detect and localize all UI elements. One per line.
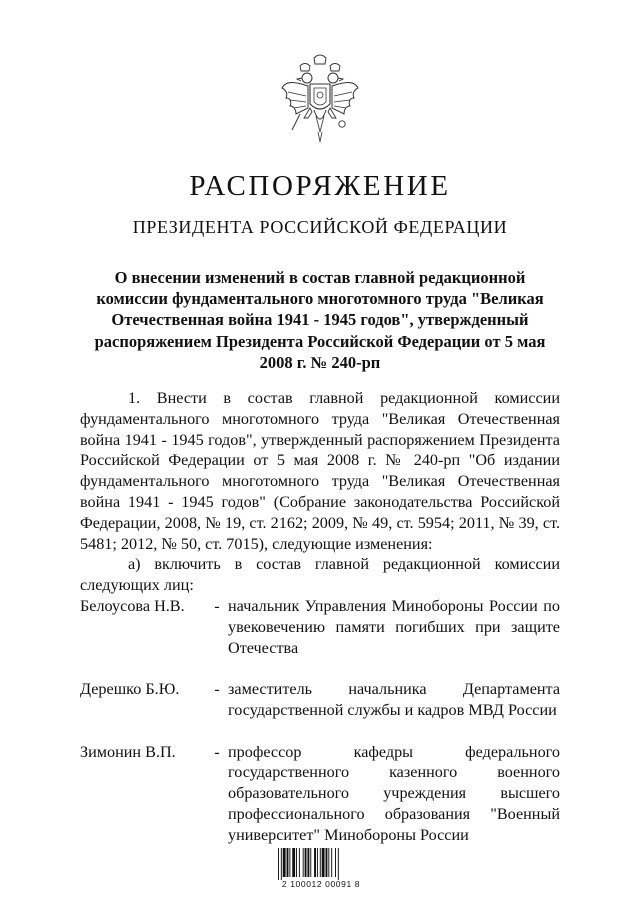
person-position: профессор кафедры федерального государственного казенного военного образовательного учреждения высшего профессионального образования "Военный университет" Минобороны России — [228, 742, 560, 844]
barcode-bar — [307, 848, 309, 877]
document-subtitle: ПРЕЗИДЕНТА РОССИЙСКОЙ ФЕДЕРАЦИИ — [132, 217, 508, 237]
barcode-bar — [320, 848, 321, 877]
barcode-icon — [276, 848, 366, 882]
person-position: начальник Управления Минобороны России по увековечению памяти погибших при защите Отечества — [228, 596, 560, 657]
person-dash: - — [214, 596, 220, 615]
paragraph-a-continued: следующих лиц: — [80, 576, 194, 595]
barcode-bar — [303, 848, 304, 877]
barcode-bar — [326, 848, 328, 877]
barcode-bar — [322, 848, 325, 877]
barcode-bar — [331, 848, 332, 877]
barcode-bar — [287, 848, 289, 877]
barcode-bar — [281, 848, 282, 880]
document-title: РАСПОРЯЖЕНИЕ — [189, 170, 451, 202]
person-name: Зимонин В.П. — [80, 742, 176, 761]
barcode-bar — [310, 848, 311, 877]
person-position: заместитель начальника Департамента государственной службы и кадров МВД России — [228, 680, 560, 719]
paragraph-a: а) включить в состав главной редакционной комиссии — [128, 555, 560, 574]
barcode-bar — [278, 848, 279, 880]
barcode-bar — [289, 848, 290, 877]
person-entry — [80, 742, 560, 846]
barcode-bar — [305, 848, 307, 877]
person-name: Дерешко Б.Ю. — [80, 680, 180, 699]
person-dash: - — [214, 680, 220, 699]
person-dash: - — [214, 742, 220, 761]
barcode-number: 2 100012 00091 8 — [281, 879, 361, 889]
barcode-bar — [296, 848, 297, 877]
document-heading: О внесении изменений в состав главной редакционной комиссии фундаментального многотомного труда "Великая Отечественная война 1941 - 1945 годов", утвержденный распоряжением Президента Российской Федерации от 5 мая 2008 г. № 240-рп — [94, 268, 546, 372]
barcode-bar — [283, 848, 286, 877]
barcode-bar — [338, 848, 339, 880]
barcode-bar — [314, 848, 316, 877]
coat-of-arms-icon — [278, 52, 362, 148]
paragraph-1: 1. Внести в состав главной редакционной комиссии фундаментального многотомного труда "Великая Отечественная война 1941 - 1945 годов", утвержденный распоряжением Президента Российской Федерации от 5 мая 2008 г. № 240-рп "Об издании фундаментального многотомного труда "Великая Отечественная война 1941 - 1945 годов" (Собрание законодательства Российской Федерации, 2008, № 19, ст. 2162; 2009, № 49, ст. 5954; 2011, № 39, ст. 5481; 2012, № 50, ст. 7015), следующие изменения: — [80, 389, 560, 553]
document-body — [80, 388, 560, 866]
person-name: Белоусова Н.В. — [80, 596, 185, 615]
barcode-bar — [335, 848, 336, 877]
barcode-bar — [317, 848, 318, 877]
people-list — [80, 596, 560, 846]
person-entry — [80, 596, 560, 658]
barcode-bar — [299, 848, 300, 877]
barcode-bar — [328, 848, 329, 877]
barcode-bar — [292, 848, 295, 877]
person-entry — [80, 679, 560, 721]
